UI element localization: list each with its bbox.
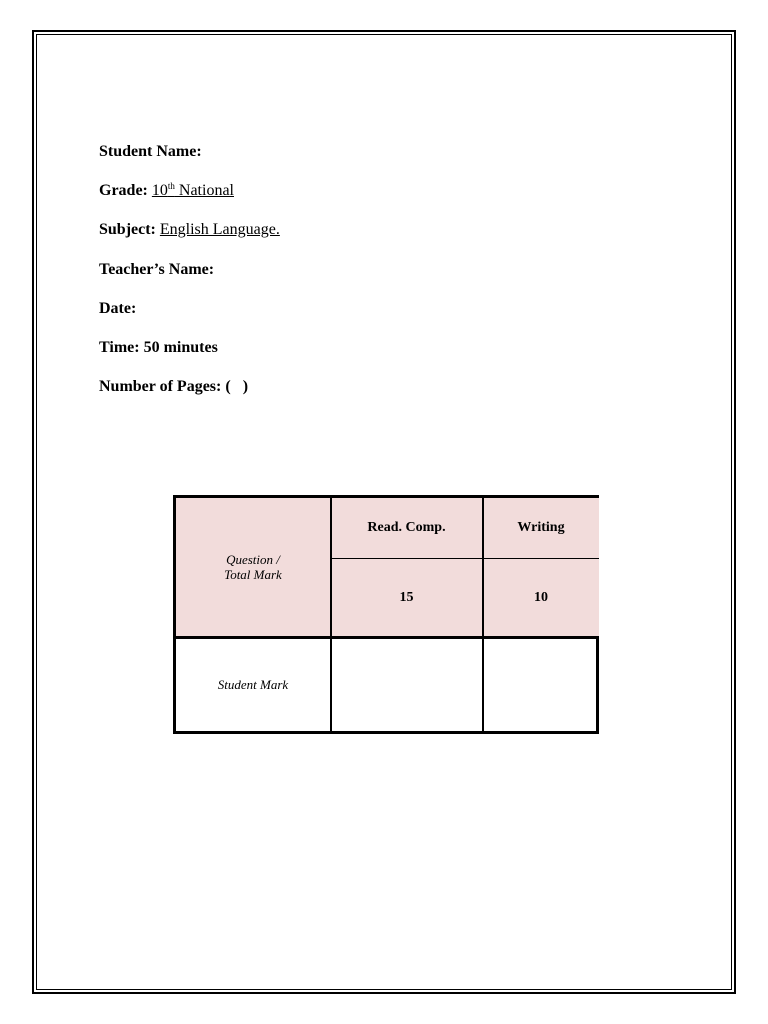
total-writing: 10 — [483, 559, 599, 636]
student-name-label: Student Name: — [99, 143, 202, 160]
grid-line — [482, 498, 484, 731]
teacher-name-label: Teacher’s Name: — [99, 261, 215, 278]
student-mark-header: Student Mark — [217, 677, 289, 692]
teacher-name-field — [99, 260, 214, 280]
col-header-writing: Writing — [483, 498, 599, 558]
subject-label: Subject: — [99, 221, 156, 238]
marks-table — [173, 495, 599, 734]
grade-value: 10th National — [151, 181, 234, 199]
pages-value: ( ) — [225, 378, 249, 395]
student-mark-writing — [483, 638, 599, 731]
total-read-comp: 15 — [331, 559, 482, 636]
grid-line — [176, 636, 599, 639]
question-total-header: Question / Total Mark — [176, 498, 330, 636]
grid-line — [331, 558, 599, 559]
grid-line — [330, 498, 332, 731]
subject-value: English Language. — [159, 221, 280, 238]
subject-field — [99, 220, 280, 240]
student-name-field — [99, 142, 202, 162]
time-label: Time: 50 minutes — [99, 339, 218, 356]
time-field — [99, 338, 218, 358]
col-header-read-comp: Read. Comp. — [331, 498, 482, 558]
date-field — [99, 299, 136, 319]
student-mark-read-comp — [331, 638, 482, 731]
grade-label: Grade: — [99, 182, 148, 199]
pages-label: Number of Pages: — [99, 378, 222, 395]
date-label: Date: — [99, 300, 137, 317]
grade-field — [99, 181, 234, 201]
pages-field — [99, 377, 248, 397]
